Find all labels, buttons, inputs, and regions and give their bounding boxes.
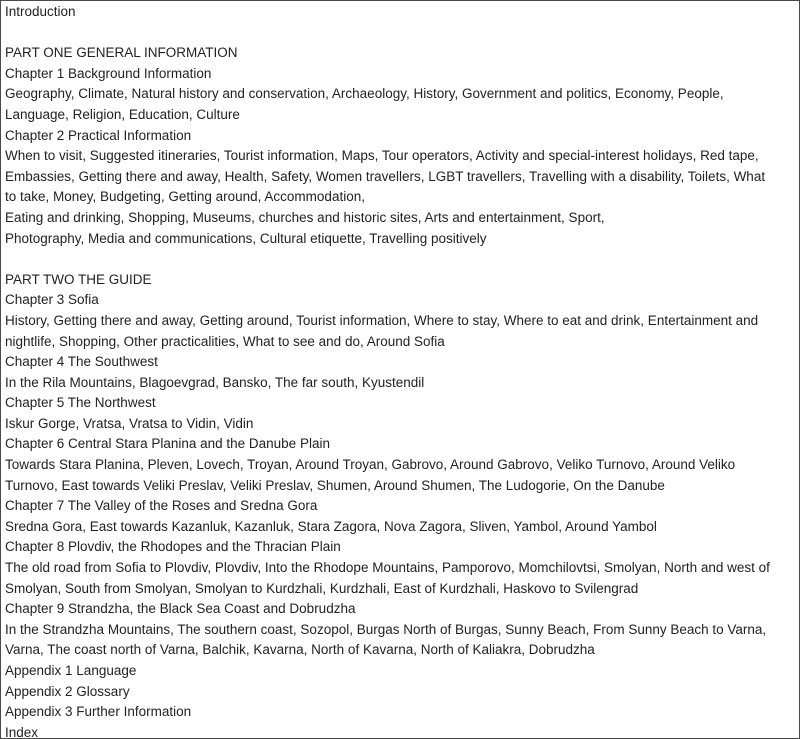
chapter-contents-line: Language, Religion, Education, Culture: [5, 106, 240, 122]
chapter-title: Chapter 2 Practical Information: [5, 127, 192, 143]
chapter-title: Chapter 4 The Southwest: [5, 354, 158, 370]
chapter-contents-line: Eating and drinking, Shopping, Museums, churches and historic sites, Arts and entertainment, Sport,: [5, 209, 605, 225]
appendix-title: Appendix 1 Language: [5, 663, 137, 678]
chapter-contents-line: Iskur Gorge, Vratsa, Vratsa to Vidin, Vidin: [5, 415, 254, 431]
chapter-title: Chapter 9 Strandzha, the Black Sea Coast and Dobrudzha: [5, 601, 356, 617]
chapter-contents-line: History, Getting there and away, Getting around, Tourist information, Where to stay, Where to eat and drink, Entertainment and: [5, 312, 759, 328]
chapter-contents-line: Smolyan, South from Smolyan, Smolyan to Kurdzhali, Kurdzhali, East of Kurdzhali, Haskovo to Svilengrad: [5, 580, 639, 596]
chapter-contents-line: Sredna Gora, East towards Kazanluk, Kazanluk, Stara Zagora, Nova Zagora, Sliven, Yambol, Around Yambol: [5, 518, 657, 534]
chapter-title: Chapter 6 Central Stara Planina and the Danube Plain: [5, 436, 330, 452]
chapter-title: Chapter 1 Background Information: [5, 65, 212, 81]
chapter-contents-line: Towards Stara Planina, Pleven, Lovech, Troyan, Around Troyan, Gabrovo, Around Gabrovo, Veliko Turnovo, Around Veliko: [5, 457, 736, 473]
chapter-contents-line: In the Strandzha Mountains, The southern coast, Sozopol, Burgas North of Burgas, Sunny Beach, From Sunny Beach to Varna,: [5, 621, 767, 637]
chapter-title: Chapter 5 The Northwest: [5, 395, 156, 411]
appendix-title: Appendix 2 Glossary: [5, 683, 130, 699]
chapter-contents-line: The old road from Sofia to Plovdiv, Plovdiv, Into the Rhodope Mountains, Pamporovo, Momchilovtsi, Smolyan, North and west of: [5, 560, 770, 576]
chapter-contents-line: Turnovo, East towards Veliki Preslav, Veliki Preslav, Shumen, Around Shumen, The Ludogorie, On the Danube: [5, 477, 665, 493]
chapter-contents-line: In the Rila Mountains, Blagoevgrad, Bansko, The far south, Kyustendil: [5, 374, 425, 390]
chapter-contents-line: When to visit, Suggested itineraries, Tourist information, Maps, Tour operators, Activity and special-interest holidays, Red tape,: [5, 148, 759, 164]
spacer: [5, 249, 796, 270]
index-title: Index: [5, 724, 39, 739]
part-one-section: [5, 43, 796, 249]
chapter-contents-line: Embassies, Getting there and away, Health, Safety, Women travellers, LGBT travellers, Travelling with a disability, Toilets, What: [5, 168, 766, 184]
chapter-contents-line: Geography, Climate, Natural history and conservation, Archaeology, History, Government and politics, Economy, People,: [5, 86, 724, 102]
chapter-title: Chapter 8 Plovdiv, the Rhodopes and the Thracian Plain: [5, 539, 341, 555]
chapter-contents-line: nightlife, Shopping, Other practicalities, What to see and do, Around Sofia: [5, 333, 445, 349]
part-title: PART ONE GENERAL INFORMATION: [5, 45, 238, 61]
part-title: PART TWO THE GUIDE: [5, 271, 152, 287]
spacer: [5, 23, 796, 44]
back-matter-section: [5, 661, 796, 739]
chapter-contents-line: Varna, The coast north of Varna, Balchik, Kavarna, North of Kavarna, North of Kaliakra, Dobrudzha: [5, 642, 595, 658]
chapter-title: Chapter 7 The Valley of the Roses and Sredna Gora: [5, 498, 318, 514]
appendix-title: Appendix 3 Further Information: [5, 704, 192, 720]
part-two-section: [5, 270, 796, 661]
introduction-heading: Introduction: [5, 4, 76, 19]
chapter-contents-line: to take, Money, Budgeting, Getting around, Accommodation,: [5, 189, 365, 205]
chapter-title: Chapter 3 Sofia: [5, 292, 99, 308]
chapter-contents-line: Photography, Media and communications, Cultural etiquette, Travelling positively: [5, 230, 487, 246]
